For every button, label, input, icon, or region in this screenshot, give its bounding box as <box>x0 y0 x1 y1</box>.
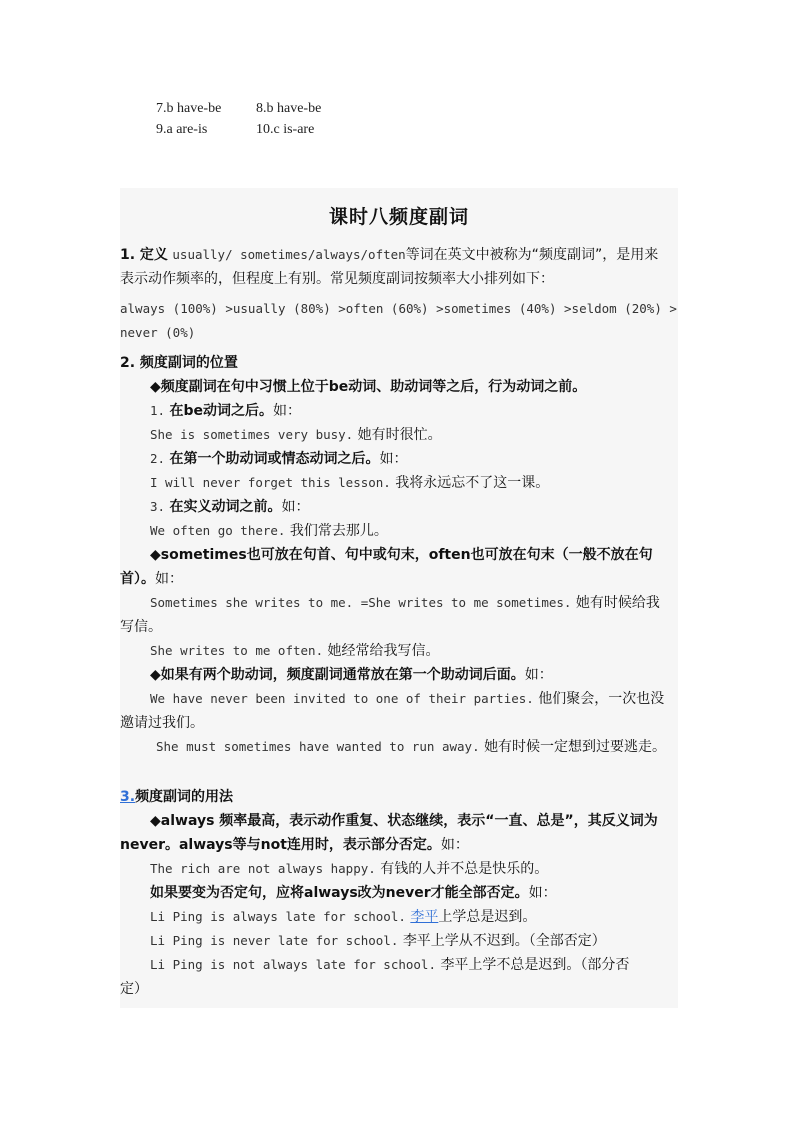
example-en: She must sometimes have wanted to run away. <box>156 739 480 754</box>
example-en: Li Ping is not always late for school. <box>150 957 436 972</box>
definition-label: 1. 定义 <box>120 247 168 263</box>
example-en: We often go there. <box>150 523 286 538</box>
example-zh: 有钱的人并不总是快乐的。 <box>380 861 549 877</box>
example-en: Li Ping is never late for school. <box>150 933 399 948</box>
point-number: 1. <box>150 403 166 418</box>
always-rule-cont <box>120 833 678 857</box>
position-point <box>120 399 678 423</box>
example-sentence <box>120 687 678 711</box>
frequency-scale: always (100%) >usually (80%) >often (60%) >sometimes (40%) >seldom (20%) > <box>120 301 677 316</box>
section-number-link[interactable]: 3. <box>120 789 136 805</box>
example-zh: 她有时很忙。 <box>357 427 442 443</box>
example-zh: 我将永远忘不了这一课。 <box>395 475 550 491</box>
definition-text: 等词在英文中被称为“频度副词”，是用来 <box>405 247 659 263</box>
position-point <box>120 447 678 471</box>
example-zh: 我们常去那儿。 <box>289 523 388 539</box>
example-en: We have never been invited to one of their parties. <box>150 691 534 706</box>
point-number: 3. <box>150 499 166 514</box>
section-heading-text: 频度副词的用法 <box>135 789 234 805</box>
example-zh-cont: 定） <box>120 981 148 997</box>
example-sentence <box>120 929 678 953</box>
point-number: 2. <box>150 451 166 466</box>
rule-text: never。always等与not连用时，表示部分否定。 <box>120 837 441 853</box>
example-sentence <box>120 519 678 543</box>
example-sentence <box>120 735 678 759</box>
point-text: 在be动词之后。 <box>169 403 274 419</box>
point-ru: 如： <box>281 499 310 515</box>
example-sentence <box>120 905 678 929</box>
example-sentence <box>120 591 678 615</box>
example-zh: 上学总是迟到。 <box>438 909 537 925</box>
example-sentence <box>120 471 678 495</box>
answer-item: 8.b have-be <box>256 101 322 116</box>
lesson-title: 课时八频度副词 <box>328 206 469 228</box>
rule-ru: 如： <box>524 667 553 683</box>
example-en: She is sometimes very busy. <box>150 427 354 442</box>
answer-item: 9.a are-is <box>156 122 208 137</box>
example-sentence <box>120 953 678 977</box>
rule-text: 如果要变为否定句，应将always改为never才能全部否定。 <box>150 885 529 901</box>
definition-cont: 表示动作频率的，但程度上有别。常见频度副词按频率大小排列如下： <box>120 271 554 287</box>
frequency-scale-cont: never (0%) <box>120 325 196 340</box>
rule-ru: 如： <box>155 571 183 587</box>
example-sentence <box>120 423 678 447</box>
point-text: 在实义动词之前。 <box>169 499 282 515</box>
example-zh: 她有时候一定想到过要逃走。 <box>484 739 667 755</box>
example-zh: 李平上学从不迟到。（全部否定） <box>402 933 606 949</box>
answer-row <box>156 119 321 140</box>
answer-item: 10.c is-are <box>256 122 315 137</box>
example-zh-cont: 邀请过我们。 <box>120 715 204 731</box>
rule-text: 首）。 <box>120 571 155 587</box>
example-en: The rich are not always happy. <box>150 861 376 876</box>
point-text: 在第一个助动词或情态动词之后。 <box>169 451 380 467</box>
answer-item: 7.b have-be <box>156 101 222 116</box>
answer-row <box>156 98 321 119</box>
example-en: She writes to me often. <box>150 643 324 658</box>
always-rule: ◆always 频率最高，表示动作重复、状态继续，表示“一直、总是”，其反义词为 <box>150 813 658 829</box>
negation-rule <box>120 881 678 905</box>
example-zh: 他们聚会，一次也没 <box>538 691 665 707</box>
definition <box>120 243 678 267</box>
example-zh: 她经常给我写信。 <box>327 643 440 659</box>
section-heading-usage <box>120 785 678 809</box>
definition-words: usually/ sometimes/always/often <box>172 247 406 262</box>
two-aux-rule <box>120 663 678 687</box>
example-en: Li Ping is always late for school. <box>150 909 406 924</box>
name-link[interactable]: 李平 <box>410 909 439 925</box>
example-zh-cont: 写信。 <box>120 619 162 635</box>
example-zh: 她有时候给我 <box>575 595 660 611</box>
section-heading-position: 2. 频度副词的位置 <box>120 355 238 371</box>
rule-ru: 如： <box>528 885 557 901</box>
rule-text: ◆如果有两个助动词，频度副词通常放在第一个助动词后面。 <box>150 667 525 683</box>
answer-key <box>156 98 321 140</box>
position-rule: ◆频度副词在句中习惯上位于be动词、助动词等之后，行为动词之前。 <box>150 379 587 395</box>
position-point <box>120 495 678 519</box>
example-en: I will never forget this lesson. <box>150 475 391 490</box>
example-sentence <box>120 857 678 881</box>
lesson-card <box>120 188 678 1008</box>
point-ru: 如： <box>379 451 408 467</box>
example-sentence <box>120 639 678 663</box>
example-zh: 李平上学不总是迟到。（部分否 <box>440 957 630 973</box>
sometimes-rule-cont <box>120 567 678 591</box>
rule-ru: 如： <box>440 837 469 853</box>
sometimes-rule: ◆sometimes也可放在句首、句中或句末，often也可放在句末（一般不放在句 <box>150 547 653 563</box>
point-ru: 如： <box>273 403 302 419</box>
example-en: Sometimes she writes to me. =She writes to me sometimes. <box>150 595 572 610</box>
